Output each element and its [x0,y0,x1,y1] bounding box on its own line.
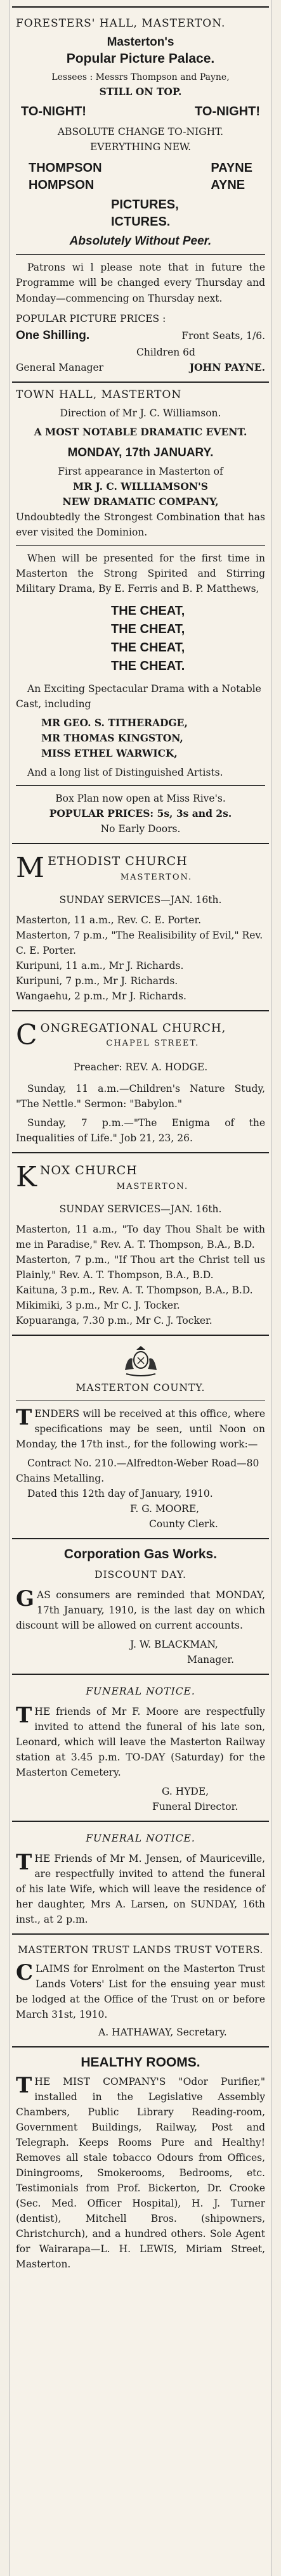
divider [16,1400,265,1401]
no-early-doors: No Early Doors. [100,823,181,835]
knox-church-ad [12,1153,269,1336]
absolutely-without-peer: Absolutely Without Peer. [69,234,212,248]
long-list: And a long list of Distinguished Artists. [27,766,223,778]
town-hall-ad [12,383,269,844]
cheat-1: THE CHEAT, [111,603,185,618]
funeral2-body: HE Friends of Mr M. Jensen, of Mauriceville, are respectfully invited to attend the funeral of his late Wife, which will leave the residence of her daughter, Mrs A. Larsen, on SUNDAY, 16th inst., at 2 p.m. [16,1853,265,1926]
knox-town: MASTERTON. [116,1181,189,1191]
cheat-3: THE CHEAT, [111,640,185,655]
lessees-line: Lessees : Messrs Thompson and Payne, [51,72,230,82]
knox-line-1: Masterton, 11 a.m., "To day Thou Shalt be with me in Paradise," Rev. A. T. Thompson, B.A., B.D. [16,1223,265,1250]
funeral1-title: Funeral Director. [152,1800,239,1812]
cast-1: MR GEO. S. TITHERADGE, [41,716,188,729]
children-price: Children 6d [136,347,195,359]
funeral-notice-moore [12,1675,269,1822]
cheat-2: THE CHEAT, [111,622,185,636]
foresters-header: FORESTERS' HALL, MASTERTON. [16,17,226,30]
trust-lands-header: MASTERTON TRUST LANDS TRUST VOTERS. [18,1944,263,1956]
divider [16,254,265,255]
pictures-line-2: ICTURES. [111,214,171,229]
company-line-2: NEW DRAMATIC COMPANY, [62,495,219,508]
funeral2-dropcap: T [16,1850,32,1875]
payne-line-1: PAYNE [211,160,252,175]
gm-name: JOHN PAYNE. [189,361,265,374]
knox-line-3: Kaituna, 3 p.m., Rev. A. T. Thompson, B.A., B.D. [16,1284,253,1296]
pictures-line-1: PICTURES, [111,197,179,212]
methodist-line-1: Masterton, 11 a.m., Rev. C. E. Porter. [16,914,202,926]
cast-3: MISS ETHEL WARWICK, [41,747,178,759]
when-presented: When will be presented for the first time in Masterton the Strong Spirited and Stirring Military Drama, By E. Ferris and B. P. Matthews, [16,552,265,594]
county-dropcap: T [16,1404,32,1430]
methodist-line-2: Masterton, 7 p.m., "The Realisibility of Evil," Rev. C. E. Porter. [16,929,263,956]
preacher: Preacher: REV. A. HODGE. [73,1061,208,1073]
everything-new: EVERYTHING NEW. [89,141,192,153]
prices-title: POPULAR PICTURE PRICES : [16,312,166,324]
healthy-dropcap: T [16,2073,32,2099]
chapel-street: CHAPEL STREET. [106,1038,200,1048]
gas-works-header: Corporation Gas Works. [63,1546,218,1561]
methodist-line-3: Kuripuni, 11 a.m., Mr J. Richards. [16,959,184,971]
page-top-rule [12,0,269,8]
knox-services: SUNDAY SERVICES—JAN. 16th. [59,1203,222,1215]
gas-signer: J. W. BLACKMAN, [130,1638,218,1650]
divider [16,545,265,546]
patrons-note: Patrons wi l please note that in future the Programme will be changed every Thursday and Monday—commencing on Thursday next. [16,262,265,304]
newspaper-column [9,0,272,2576]
gas-body: AS consumers are reminded that MONDAY, 17th January, 1910, is the last day on which discount will be allowed on current accounts. [16,1589,265,1631]
methodist-title: ETHODIST CHURCH [48,854,188,868]
cast-2: MR THOMAS KINGSTON, [41,731,183,744]
tonight-left: TO-NIGHT! [21,104,86,119]
one-shilling: One Shilling. [16,328,90,342]
notable-event: A MOST NOTABLE DRAMATIC EVENT. [34,426,247,439]
congregational-title: ONGREGATIONAL CHURCH, [40,1021,226,1035]
foresters-hall-ad [12,11,269,383]
sunday-evening: Sunday, 7 p.m.—"The Enigma of the Inequalities of Life." Job 21, 23, 26. [16,1117,265,1144]
town-hall-header: TOWN HALL, MASTERTON [16,388,182,402]
healthy-body: HE MIST COMPANY'S "Odor Purifier," installed in the Legislative Assembly Chambers, Public Library Reading-room, Government Buildings, Railway, Post and Telegraph. Keeps Rooms Pure and Healthy! Removes all stale tobacco Odours from Offices, Diningrooms, Smokerooms, Bedrooms, etc. Testimonials from Prof. Bickerton, Dr. Crooke (Sec. Med. Officer Hospital), H. J. Turner (dentist), Mitchell Bros. (shipowners, Christchurch), and a hundred others. Sole Agent for Wairarapa—L. H. LEWIS, Miriam Street, Masterton. [16,2076,265,2271]
county-clerk: County Clerk. [149,1518,218,1530]
trust-lands-ad [12,1935,269,2047]
funeral-notice-jensen [12,1822,269,1935]
congregational-church-ad [12,1011,269,1153]
popular-prices: POPULAR PRICES: 5s, 3s and 2s. [49,807,232,819]
funeral1-signer: G. HYDE, [162,1785,209,1797]
gm-label: General Manager [16,362,104,374]
thompson-line-2: HOMPSON [29,177,95,192]
funeral-header-1: FUNERAL NOTICE. [86,1685,195,1697]
knox-line-4: Mikimiki, 3 p.m., Mr C. J. Tocker. [16,1299,180,1311]
funeral1-dropcap: T [16,1702,32,1728]
knox-line-2: Masterton, 7 p.m., "If Thou art the Christ tell us Plainly," Rev. A. T. Thompson, B.A., B.D. [16,1253,265,1281]
knox-line-5: Kopuaranga, 7.30 p.m., Mr C. J. Tocker. [16,1314,212,1326]
methodist-church-ad [12,844,269,1011]
still-on-top: STILL ON TOP. [99,85,182,98]
funeral1-body: HE friends of Mr F. Moore are respectfully invited to attend the funeral of his late son, Leonard, which will leave the Masterton Railway station at 3.45 p.m. TO-DAY (Saturday) for the Masterton Cemetery. [16,1705,265,1778]
undoubtedly: Undoubtedly the Strongest Combination that has ever visited the Dominion. [16,511,265,538]
divider [16,785,265,786]
methodist-initial: M [16,851,46,884]
methodist-town: MASTERTON. [120,872,193,882]
royal-coat-of-arms-icon [119,1345,163,1378]
palace-line-2: Popular Picture Palace. [66,51,215,67]
healthy-rooms-ad [12,2047,269,2278]
funeral-header-2: FUNERAL NOTICE. [86,1832,195,1844]
gas-manager: Manager. [187,1653,235,1665]
knox-title: NOX CHURCH [39,1163,138,1177]
event-date: MONDAY, 17th JANUARY. [67,446,214,460]
exciting-drama: An Exciting Spectacular Drama with a Notable Cast, including [16,682,261,710]
gas-dropcap: G [16,1586,35,1612]
contract-line: Contract No. 210.—Alfredton-Weber Road—80 Chains Metalling. [16,1457,259,1484]
trust-dropcap: C [16,1960,34,1986]
tonight-right: TO-NIGHT! [195,104,260,119]
discount-day: DISCOUNT DAY. [95,1568,186,1580]
absolute-change: ABSOLUTE CHANGE TO-NIGHT. [57,125,224,138]
front-seats: Front Seats, 1/6. [181,330,265,342]
direction-line: Direction of Mr J. C. Williamson. [60,407,221,419]
tenders-text: ENDERS will be received at this office, where specifications may be seen, until Noon on Monday, the 17th inst., for the following work:— [16,1407,265,1450]
congregational-initial: C [16,1018,38,1051]
first-appearance: First appearance in Masterton of [58,465,223,477]
box-plan: Box Plan now open at Miss Rive's. [55,792,226,804]
thompson-line-1: THOMPSON [29,160,102,175]
company-line-1: MR J. C. WILLIAMSON'S [73,480,208,492]
county-signer: F. G. MOORE, [130,1503,200,1515]
gas-works-ad [12,1539,269,1675]
methodist-line-4: Kuripuni, 7 p.m., Mr J. Richards. [16,975,178,987]
masterton-county-ad [12,1336,269,1539]
county-header: MASTERTON COUNTY. [75,1381,206,1394]
methodist-line-5: Wangaehu, 2 p.m., Mr J. Richards. [16,990,186,1002]
palace-line-1: Masterton's [107,35,174,49]
healthy-rooms-header: HEALTHY ROOMS. [81,2055,200,2070]
dated-line: Dated this 12th day of January, 1910. [27,1487,213,1499]
methodist-services: SUNDAY SERVICES—JAN. 16th. [59,894,222,906]
payne-line-2: AYNE [211,177,245,192]
knox-initial: K [16,1160,37,1193]
trust-body: LAIMS for Enrolment on the Masterton Trust Lands Voters' List for the ensuing year must be lodged at the Office of the Trust on or before March 31st, 1910. [16,1963,265,2021]
sunday-morning: Sunday, 11 a.m.—Children's Nature Study, "The Nettle." Sermon: "Babylon." [16,1082,265,1110]
trust-signer: A. HATHAWAY, Secretary. [98,2027,227,2039]
cheat-4: THE CHEAT. [111,658,185,673]
